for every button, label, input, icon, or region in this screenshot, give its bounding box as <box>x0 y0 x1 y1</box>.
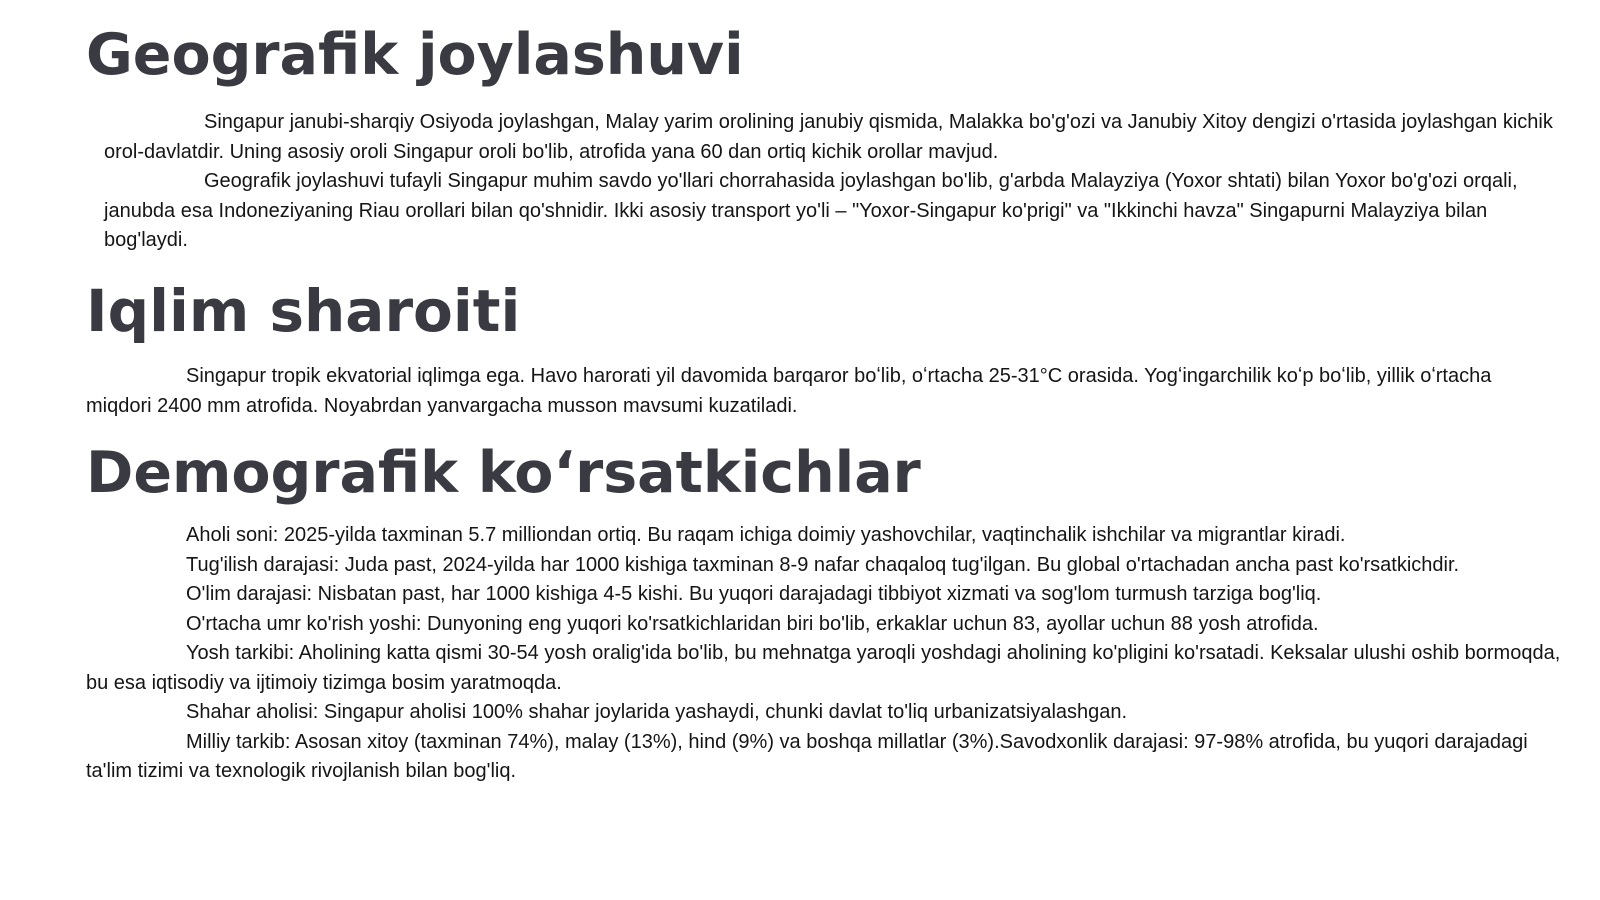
paragraph: Shahar aholisi: Singapur aholisi 100% shahar joylarida yashaydi, chunki davlat to'liq urbanizatsiyalashgan. <box>186 701 1128 723</box>
paragraph: Singapur janubi-sharqiy Osiyoda joylashgan, Malay yarim orolining janubiy qismida, Malakka bo'g'ozi va Janubiy Xitoy dengizi o'rtasida joylashgan kichik orol-davlatdir. Uning asosiy oroli Singapur oroli bo'lib, atrofida yana 60 dan ortiq kichik orollar mavjud. <box>104 111 1553 163</box>
heading-demografik-korsatkichlar: Demografik koʻrsatkichlar <box>86 440 921 506</box>
section-iqlim-body <box>86 362 1561 421</box>
paragraph: Aholi soni: 2025-yilda taxminan 5.7 milliondan ortiq. Bu raqam ichiga doimiy yashovchilar, vaqtinchalik ishchilar va migrantlar kiradi. <box>186 524 1346 546</box>
section-geografik-body <box>104 108 1564 256</box>
heading-iqlim-sharoiti: Iqlim sharoiti <box>86 277 521 345</box>
paragraph: Geografik joylashuvi tufayli Singapur muhim savdo yo'llari chorrahasida joylashgan bo'lib, g'arbda Malayziya (Yoxor shtati) bilan Yoxor bo'g'ozi orqali, janubda esa Indoneziyaning Riau orollari bilan qo'shnidir. Ikki asosiy transport yo'li – "Yoxor-Singapur ko'prigi" va "Ikkinchi havza" Singapurni Malayziya bilan bog'laydi. <box>104 170 1518 251</box>
paragraph: O'rtacha umr ko'rish yoshi: Dunyoning eng yuqori ko'rsatkichlaridan biri bo'lib, erkaklar uchun 83, ayollar uchun 88 yosh atrofida. <box>186 612 1319 635</box>
paragraph: Milliy tarkib: Asosan xitoy (taxminan 74%), malay (13%), hind (9%) va boshqa millatlar (3%).Savodxonlik darajasi: 97-98% atrofida, bu yuqori darajadagi ta'lim tizimi va texnologik rivojlanish bilan bog'liq. <box>86 730 1528 782</box>
paragraph: O'lim darajasi: Nisbatan past, har 1000 kishiga 4-5 kishi. Bu yuqori darajadagi tibbiyot xizmati va sog'lom turmush tarziga bog'liq. <box>186 583 1322 605</box>
heading-geografik-joylashuvi: Geografik joylashuvi <box>86 22 744 88</box>
section-demografik-body <box>86 521 1561 787</box>
paragraph: Yosh tarkibi: Aholining katta qismi 30-54 yosh oralig'ida bo'lib, bu mehnatga yaroqli yoshdagi aholining ko'pligini ko'rsatadi. Keksalar ulushi oshib bormoqda, bu esa iqtisodiy va ijtimoiy tizimga bosim yaratmoqda. <box>86 642 1561 694</box>
paragraph: Singapur tropik ekvatorial iqlimga ega. Havo harorati yil davomida barqaror boʻlib, oʻrtacha 25-31°C orasida. Yogʻingarchilik koʻp boʻlib, yillik oʻrtacha miqdori 2400 mm atrofida. Noyabrdan yanvargacha musson mavsumi kuzatiladi. <box>86 365 1492 417</box>
paragraph: Tug'ilish darajasi: Juda past, 2024-yilda har 1000 kishiga taxminan 8-9 nafar chaqaloq tug'ilgan. Bu global o'rtachadan ancha past ko'rsatkichdir. <box>186 553 1460 576</box>
